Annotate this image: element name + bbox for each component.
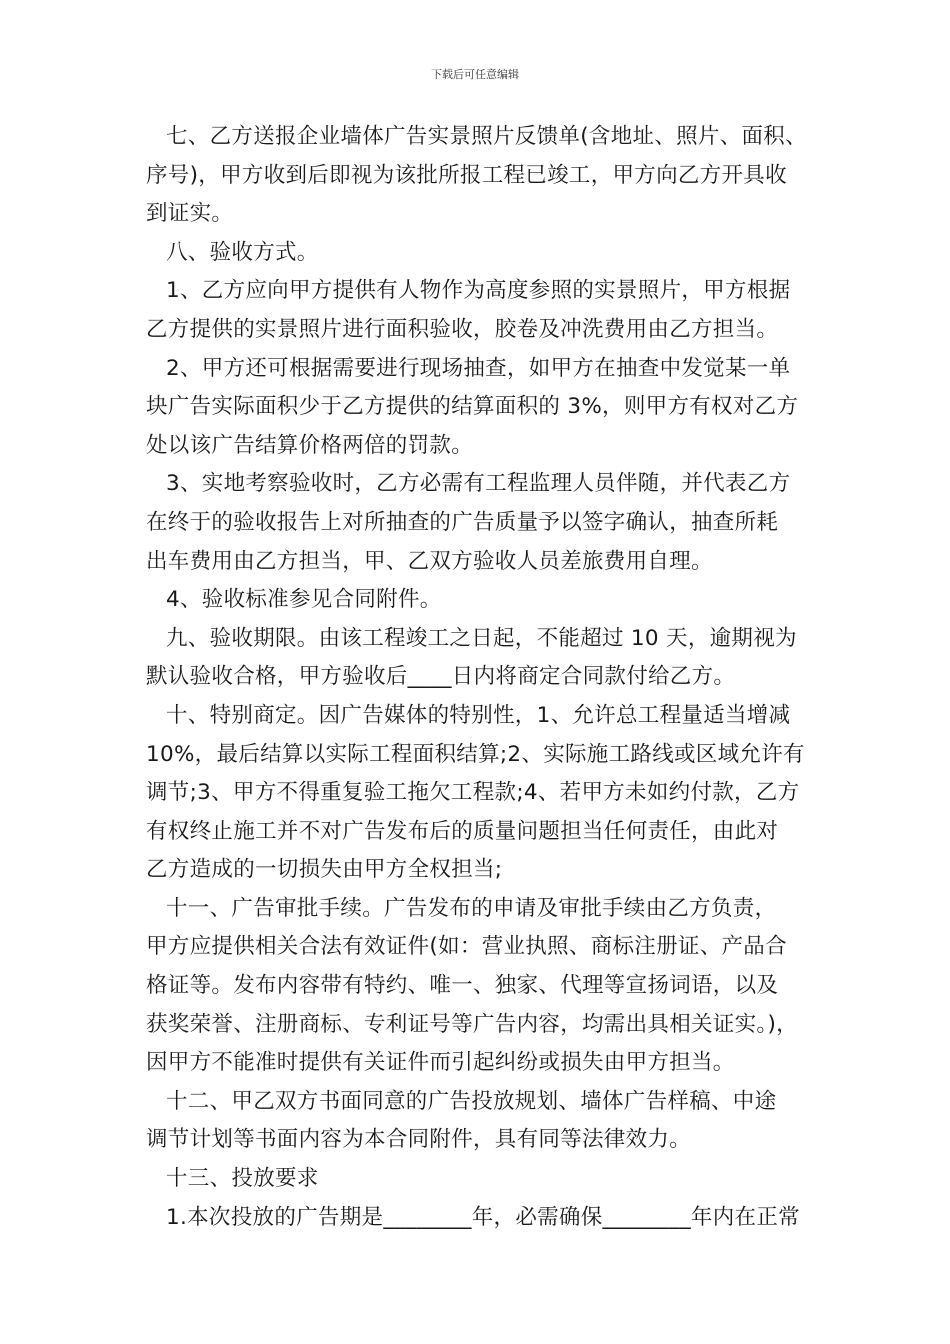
text-line: 3、实地考察验收时，乙方必需有工程监理人员伴随，并代表乙方 <box>166 471 791 497</box>
text-line: 因甲方不能准时提供有关证件而引起纠纷或损失由甲方担当。 <box>146 1050 735 1076</box>
text-line: 十二、甲乙双方书面同意的广告投放规划、墙体广告样稿、中途 <box>166 1088 777 1114</box>
text-line: 调节计划等书面内容为本合同附件，具有同等法律效力。 <box>146 1127 692 1153</box>
text-line: 默认验收合格，甲方验收后____日内将商定合同款付给乙方。 <box>146 664 736 690</box>
text-line: 十、特别商定。因广告媒体的特别性，1、允许总工程量适当增减 <box>166 702 791 728</box>
text-line: 10%，最后结算以实际工程面积结算;2、实际施工路线或区域允许有 <box>146 741 805 767</box>
text-line: 在终于的验收报告上对所抽查的广告质量予以签字确认，抽查所耗 <box>146 509 779 535</box>
text-line: 出车费用由乙方担当，甲、乙双方验收人员差旅费用自理。 <box>146 548 713 574</box>
section-heading: 八、验收方式。 <box>166 239 319 265</box>
text-line: 七、乙方送报企业墙体广告实景照片反馈单(含地址、照片、面积、 <box>166 124 807 149</box>
text-line: 1.本次投放的广告期是________年，必需确保________年内在正常 <box>166 1204 800 1230</box>
text-line: 甲方应提供相关合法有效证件(如：营业执照、商标注册证、产品合 <box>146 934 787 960</box>
text-line: 处以该广告结算价格两倍的罚款。 <box>146 432 474 458</box>
text-line: 有权终止施工并不对广告发布后的质量问题担当任何责任，由此对 <box>146 818 779 844</box>
text-line: 2、甲方还可根据需要进行现场抽查，如甲方在抽查中发觉某一单 <box>166 355 791 381</box>
document-body <box>146 118 814 1237</box>
text-line: 乙方提供的实景照片进行面积验收，胶卷及冲洗费用由乙方担当。 <box>146 316 779 342</box>
text-line: 格证等。发布内容带有特约、唯一、独家、代理等宣扬词语，以及 <box>146 973 779 999</box>
page-header: 下载后可任意编辑 <box>431 68 519 81</box>
text-line: 到证实。 <box>146 201 234 227</box>
text-line: 十一、广告审批手续。广告发布的申请及审批手续由乙方负责， <box>166 895 777 921</box>
text-line: 获奖荣誉、注册商标、专利证号等广告内容，均需出具相关证实。)， <box>146 1011 798 1037</box>
text-line: 乙方造成的一切损失由甲方全权担当; <box>146 857 503 883</box>
text-line: 4、验收标准参见合同附件。 <box>166 587 442 613</box>
text-line: 块广告实际面积少于乙方提供的结算面积的 3%，则甲方有权对乙方 <box>146 394 799 420</box>
text-line: 调节;3、甲方不得重复验工拖欠工程款;4、若甲方未如约付款，乙方 <box>146 780 800 806</box>
text-line: 九、验收期限。由该工程竣工之日起，不能超过 10 天，逾期视为 <box>166 625 797 651</box>
section-heading: 十三、投放要求 <box>166 1166 319 1192</box>
text-line: 序号)，甲方收到后即视为该批所报工程已竣工，甲方向乙方开具收 <box>146 162 787 188</box>
text-line: 1、乙方应向甲方提供有人物作为高度参照的实景照片，甲方根据 <box>166 278 791 304</box>
